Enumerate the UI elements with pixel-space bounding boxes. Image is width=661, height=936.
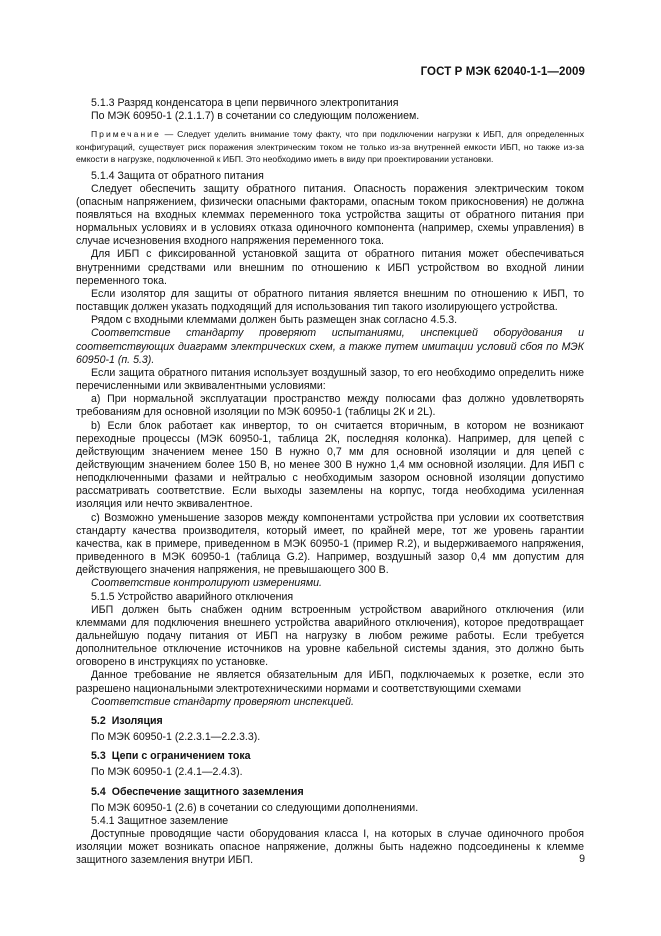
note-label: Примечание — [91, 129, 161, 140]
section-heading-5-2 — [76, 715, 584, 728]
paragraph: По МЭК 60950-1 (2.6) в сочетании со следующими дополнениями. — [91, 801, 419, 814]
page-number: 9 — [579, 853, 585, 865]
paragraph: Если изолятор для защиты от обратного питания является внешним по отношению к ИБП, то поставщик должен указать подходящий для использования тип такого изолирующего устройства. — [76, 287, 584, 314]
document-body — [76, 97, 584, 868]
subsection-heading: 5.1.5 Устройство аварийного отключения — [91, 590, 294, 603]
section-number: 5.2 — [91, 714, 106, 727]
list-item-b: b) Если блок работает как инвертор, то он считается вторичным, в котором не возникают переходные процессы (МЭК 60950-1, таблица 2К, последняя колонка). Например, для цепей с действующим значением менее 150 В нужно 0,7 мм для основной изоляции и для цепей с действующим значением более 150 В, но менее 300 В нужно 1,4 мм основной изоляции. Для ИБП с неподключенными фазами и нейтралью с необходимым зазором основной изоляции допустимо рассматривать соответствие. Если выходы заземлены на корпус, тогда необходима усиленная изоляция или нечто эквивалентное. — [76, 419, 584, 511]
paragraph: По МЭК 60950-1 (2.2.3.1—2.2.3.3). — [91, 731, 261, 744]
paragraph: Следует обеспечить защиту обратного питания. Опасность поражения электрическим током (опасным напряжением, физически опасными факторами, опасным током прикосновения) не должна появляться на входных клеммах переменного тока устройства защиты от обратного питания при нормальных условиях и в условиях отказа одиночного компонента (например, схемы управления) в случае исчезновения входного напряжения переменного тока. — [76, 182, 584, 248]
section-heading-5-3 — [76, 750, 584, 763]
paragraph: Данное требование не является обязательным для ИБП, подключаемых к розетке, если это разрешено национальными электротехническими нормами и соответствующими схемами — [76, 669, 584, 695]
note-text: — Следует уделить внимание тому факту, что при подключении нагрузки к ИБП, для определенных конфигураций, существует риск поражения электрическим током не только из-за внутренней емкости ИБП, но также из-за емкости в нагрузке, подключенной к ИБП. Это необходимо иметь в виду при проектировании установки. — [76, 129, 584, 165]
paragraph: Если защита обратного питания использует воздушный зазор, то его необходимо определить ниже перечисленными или эквивалентными условиями: — [76, 366, 584, 393]
compliance-paragraph: Соответствие контролируют измерениями. — [91, 577, 322, 590]
paragraph: По МЭК 60950-1 (2.1.1.7) в сочетании со следующим положением. — [91, 110, 420, 123]
section-number: 5.3 — [91, 750, 106, 763]
subsection-heading: 5.1.4 Защита от обратного питания — [91, 169, 264, 182]
paragraph: Для ИБП с фиксированной установкой защита от обратного питания может обеспечиваться внутренними средствами или внешним по отношению к ИБП устройством во входной линии переменного тока. — [76, 248, 584, 287]
note-paragraph — [76, 128, 584, 165]
compliance-paragraph: Соответствие стандарту проверяют инспекцией. — [91, 695, 354, 708]
section-title: Изоляция — [111, 714, 163, 727]
list-item-c: с) Возможно уменьшение зазоров между компонентами устройства при условии их соответствия стандарту качества производителя, который имеет, по крайней мере, тот же уровень гарантии качества, как в примере, приведенном в МЭК 60950-1 (пример R.2), и выдерживаемого напряжения, приведенного в МЭК 60950-1 (таблица G.2). Например, воздушный зазор 0,4 мм допустим для действующего значения напряжения, не превышающего 300 В. — [76, 511, 584, 577]
compliance-paragraph: Соответствие стандарту проверяют испытаниями, инспекцией оборудования и соответствующих диаграмм электрических схем, а также путем имитации условий сбоя по МЭК 60950-1 (п. 5.3). — [76, 327, 584, 366]
subsection-heading: 5.1.3 Разряд конденсатора в цепи первичного электропитания — [91, 97, 399, 109]
paragraph: Доступные проводящие части оборудования класса I, на которых в случае одиночного пробоя изоляции может возникать опасное напряжение, должны быть надежно подсоединены к клемме защитного заземления внутри ИБП. — [76, 828, 584, 867]
list-item-a: а) При нормальной эксплуатации пространство между полюсами фаз должно удовлетворять требованиям для основной изоляции по МЭК 60950-1 (таблицы 2К и 2L). — [76, 393, 584, 419]
paragraph: По МЭК 60950-1 (2.4.1—2.4.3). — [91, 766, 243, 779]
document-code-header: ГОСТ Р МЭК 62040-1-1—2009 — [420, 66, 585, 78]
section-title: Цепи с ограничением тока — [111, 750, 251, 763]
section-number: 5.4 — [91, 785, 106, 798]
paragraph: Рядом с входными клеммами должен быть размещен знак согласно 4.5.3. — [91, 314, 458, 327]
section-heading-5-4 — [76, 786, 584, 799]
subsection-heading: 5.4.1 Защитное заземление — [91, 814, 229, 827]
section-title: Обеспечение защитного заземления — [111, 785, 304, 798]
paragraph: ИБП должен быть снабжен одним встроенным устройством аварийного отключения (или клеммами для подключения внешнего устройства аварийного отключения), которое предотвращает дальнейшую подачу питания от ИБП на нагрузку в любом режиме работы. Если требуется дополнительное отключение источников на уровне кабельной системы здания, это должно быть оговорено в инструкциях по установке. — [76, 603, 584, 669]
